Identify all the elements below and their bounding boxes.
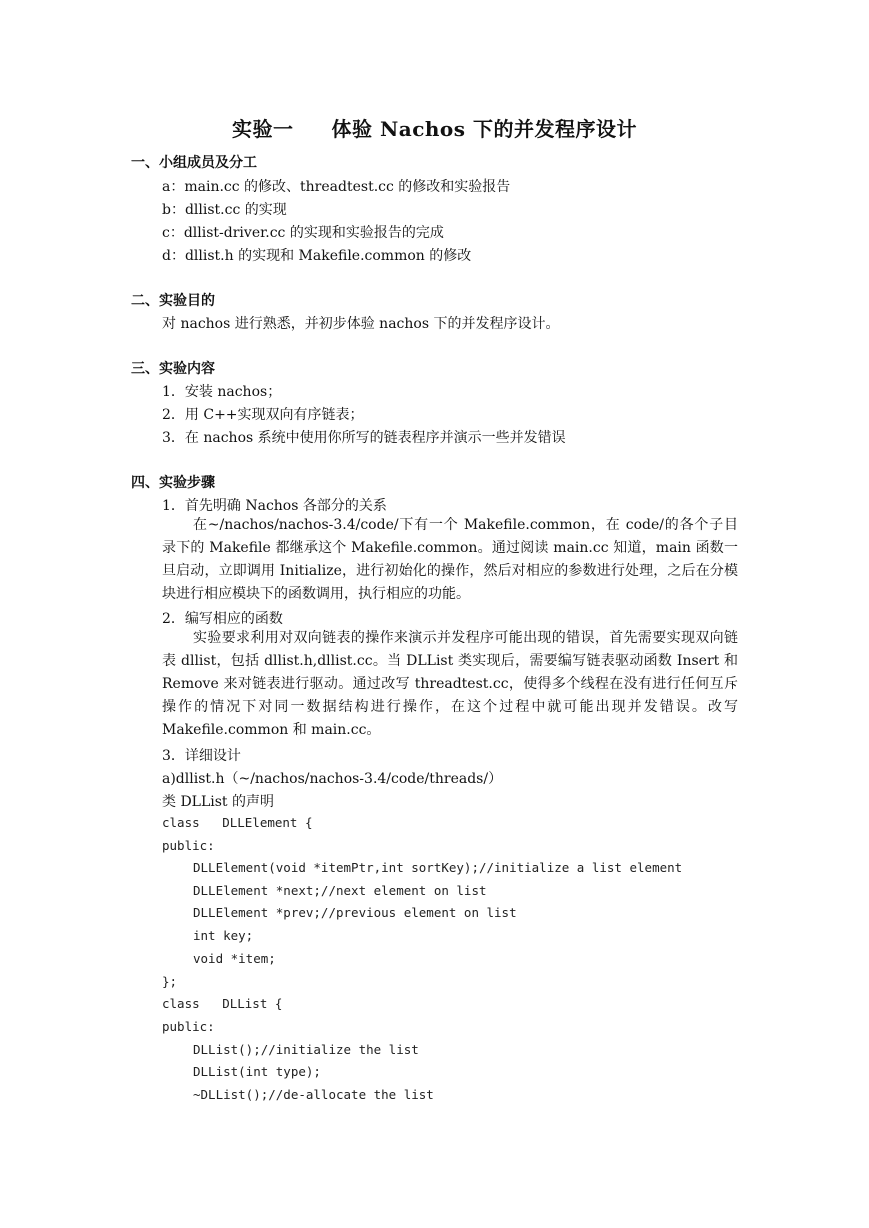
code-line: class DLLElement { bbox=[162, 815, 313, 830]
purpose-text: 对 nachos 进行熟悉，并初步体验 nachos 下的并发程序设计。 bbox=[162, 316, 560, 332]
member-item: d：dllist.h 的实现和 Makefile.common 的修改 bbox=[162, 248, 472, 264]
content-item: 2．用 C++实现双向有序链表； bbox=[162, 407, 364, 423]
section-heading-purpose: 二、实验目的 bbox=[131, 293, 215, 309]
code-line: DLList(int type); bbox=[193, 1064, 321, 1079]
code-line: class DLList { bbox=[162, 996, 283, 1011]
code-line: void *item; bbox=[193, 951, 276, 966]
class-declaration-caption: 类 DLList 的声明 bbox=[162, 794, 275, 810]
member-item: c：dllist-driver.cc 的实现和实验报告的完成 bbox=[162, 225, 444, 241]
member-item: b：dllist.cc 的实现 bbox=[162, 202, 287, 218]
code-line: int key; bbox=[193, 928, 254, 943]
code-line: DLLElement *prev;//previous element on list bbox=[193, 905, 517, 920]
title-part-2: 体验 Nachos 下的并发程序设计 bbox=[331, 117, 637, 141]
code-line: }; bbox=[162, 974, 178, 989]
code-line: public: bbox=[162, 1019, 215, 1034]
step-1-paragraph: 在~/nachos/nachos-3.4/code/下有一个 Makefile.common，在 code/的各个子目录下的 Makefile 都继承这个 Makefile.common。通过阅读 main.cc 知道，main 函数一旦启动，立即调用 Initialize，进行初始化的操作，然后对相应的参数进行处理，之后在分模块进行相应模块下的函数调用，执行相应的功能。 bbox=[162, 517, 738, 602]
file-path-line: a)dllist.h（~/nachos/nachos-3.4/code/threads/） bbox=[162, 771, 503, 787]
section-heading-steps: 四、实验步骤 bbox=[131, 475, 215, 491]
step-3-title: 3．详细设计 bbox=[162, 748, 241, 764]
code-line: DLList();//initialize the list bbox=[193, 1042, 419, 1057]
content-item: 3．在 nachos 系统中使用你所写的链表程序并演示一些并发错误 bbox=[162, 430, 566, 446]
content-item: 1．安装 nachos； bbox=[162, 384, 282, 400]
page-title bbox=[0, 113, 869, 142]
code-line: ~DLList();//de-allocate the list bbox=[193, 1087, 434, 1102]
step-1-title: 1．首先明确 Nachos 各部分的关系 bbox=[162, 498, 387, 514]
title-part-1: 实验一 bbox=[232, 117, 294, 141]
step-2-paragraph: 实验要求利用对双向链表的操作来演示并发程序可能出现的错误，首先需要实现双向链表 dllist，包括 dllist.h,dllist.cc。当 DLList 类实现后，需要编写链表驱动函数 Insert 和 Remove 来对链表进行驱动。通过改写 threadtest.cc，使得多个线程在没有进行任何互斥操作的情况下对同一数据结构进行操作，在这个过程中就可能出现并发错误。改写 Makefile.common 和 main.cc。 bbox=[162, 630, 738, 738]
member-item: a：main.cc 的修改、threadtest.cc 的修改和实验报告 bbox=[162, 179, 511, 195]
section-heading-members: 一、小组成员及分工 bbox=[131, 155, 257, 171]
code-line: DLLElement *next;//next element on list bbox=[193, 883, 487, 898]
section-heading-content: 三、实验内容 bbox=[131, 361, 215, 377]
code-line: DLLElement(void *itemPtr,int sortKey);//initialize a list element bbox=[193, 860, 683, 875]
code-line: public: bbox=[162, 838, 215, 853]
step-2-title: 2．编写相应的函数 bbox=[162, 611, 283, 627]
